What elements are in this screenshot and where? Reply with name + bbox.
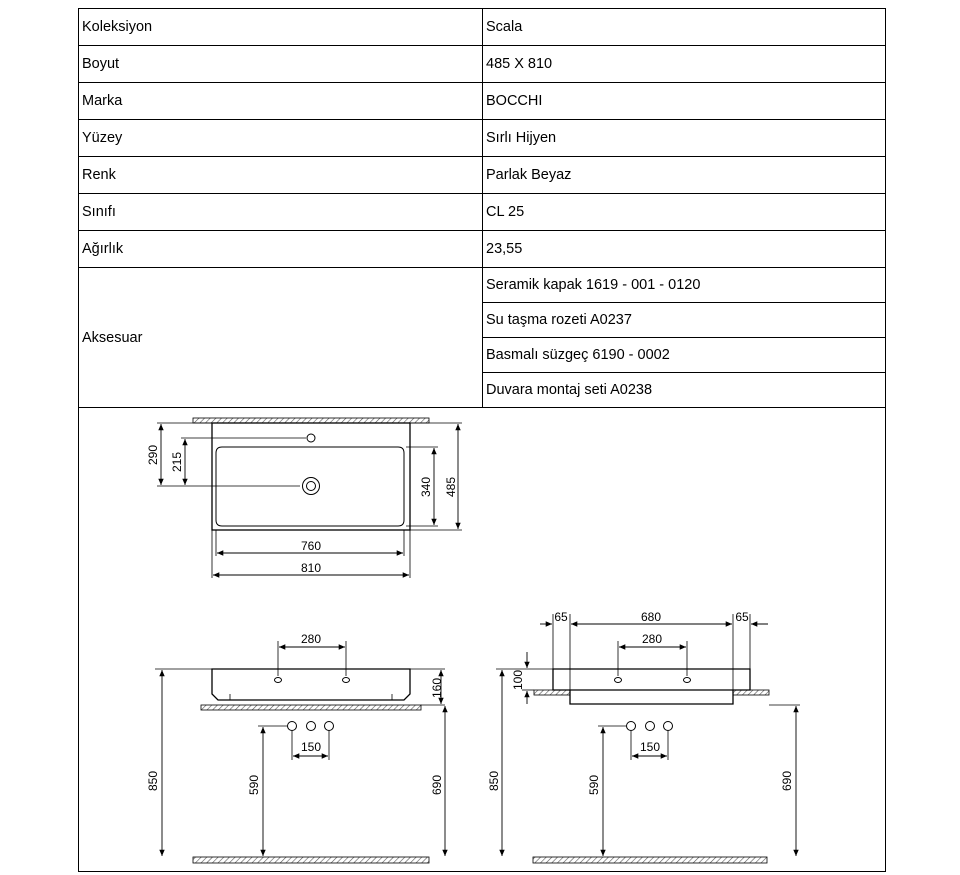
dim-850-front: 850 <box>146 770 160 792</box>
dim-340: 340 <box>419 476 433 498</box>
accessory-item: Seramik kapak 1619 - 001 - 0120 <box>483 268 886 303</box>
dim-100: 100 <box>511 669 525 691</box>
accessory-row <box>79 268 886 303</box>
spec-label: Sınıfı <box>79 194 483 231</box>
side-basin <box>553 669 750 704</box>
spec-value: 23,55 <box>483 231 886 268</box>
spec-label: Marka <box>79 83 483 120</box>
bowl-outline <box>216 447 404 526</box>
drain-inner <box>307 482 316 491</box>
spec-value: BOCCHI <box>483 83 886 120</box>
spec-value: Parlak Beyaz <box>483 157 886 194</box>
dim-65-right: 65 <box>735 610 749 624</box>
spec-row <box>79 83 886 120</box>
spec-label: Renk <box>79 157 483 194</box>
dim-590-front: 590 <box>247 774 261 796</box>
spec-value: Scala <box>483 9 886 46</box>
technical-drawing <box>79 411 885 871</box>
accessory-item: Duvara montaj seti A0238 <box>483 373 886 408</box>
dim-690-front: 690 <box>430 774 444 796</box>
basin-outline <box>212 423 410 530</box>
accessory-label: Aksesuar <box>79 268 483 408</box>
front-shelf-hatch <box>201 705 421 710</box>
spec-row <box>79 120 886 157</box>
tap-hole <box>307 434 315 442</box>
spec-label: Boyut <box>79 46 483 83</box>
spec-row <box>79 231 886 268</box>
spec-table <box>78 8 886 408</box>
dim-485: 485 <box>444 476 458 498</box>
spec-value: 485 X 810 <box>483 46 886 83</box>
accessory-item: Basmalı süzgeç 6190 - 0002 <box>483 338 886 373</box>
spec-label: Koleksiyon <box>79 9 483 46</box>
dim-150-front: 150 <box>300 740 322 754</box>
dim-690-side: 690 <box>780 770 794 792</box>
top-view <box>157 418 462 578</box>
side-view <box>496 614 800 863</box>
spec-row <box>79 194 886 231</box>
wall-hatch <box>193 418 429 423</box>
dim-150-side: 150 <box>639 740 661 754</box>
front-floor-hatch <box>193 857 429 863</box>
spec-value: CL 25 <box>483 194 886 231</box>
dim-680: 680 <box>640 610 662 624</box>
side-floor-hatch <box>533 857 767 863</box>
spec-row <box>79 9 886 46</box>
spec-label: Ağırlık <box>79 231 483 268</box>
drain-outer <box>303 478 320 495</box>
dim-280-side: 280 <box>641 632 663 646</box>
dim-760: 760 <box>300 539 322 553</box>
spec-row <box>79 157 886 194</box>
spec-label: Yüzey <box>79 120 483 157</box>
dim-850-side: 850 <box>487 770 501 792</box>
dim-215: 215 <box>170 451 184 473</box>
dim-280-front: 280 <box>300 632 322 646</box>
accessory-item: Su taşma rozeti A0237 <box>483 303 886 338</box>
dim-160: 160 <box>430 677 444 699</box>
dim-290: 290 <box>146 444 160 466</box>
front-basin <box>212 669 410 700</box>
dim-65-left: 65 <box>554 610 568 624</box>
spec-value: Sırlı Hijyen <box>483 120 886 157</box>
dim-810: 810 <box>300 561 322 575</box>
dim-590-side: 590 <box>587 774 601 796</box>
spec-row <box>79 46 886 83</box>
